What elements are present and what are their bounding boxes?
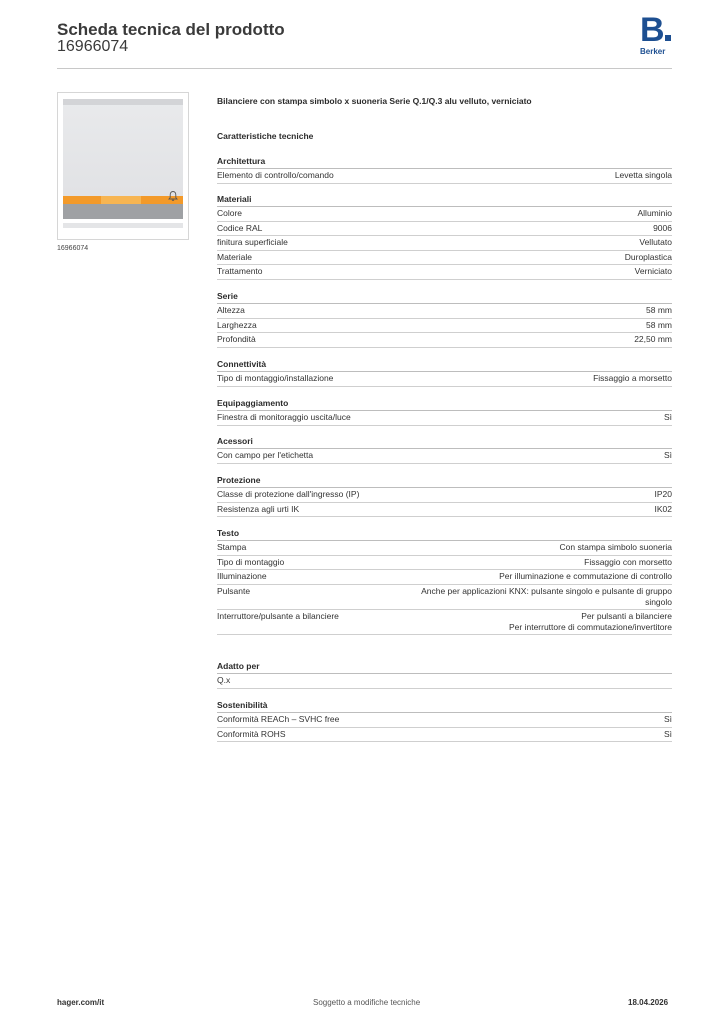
spec-value-line: Per interruttore di commutazione/invertitore	[509, 621, 672, 632]
spec-row	[217, 223, 672, 237]
section-divider	[217, 540, 672, 541]
header-divider	[57, 68, 672, 69]
spec-row	[217, 266, 672, 280]
spec-value	[655, 504, 673, 517]
spec-row	[217, 571, 672, 585]
plate-shadow	[63, 223, 183, 228]
spec-row	[217, 729, 672, 743]
section-title: Sostenibilità	[217, 700, 268, 710]
spec-label: Conformità REACh – SVHC free	[217, 714, 340, 724]
spec-value-line: Anche per applicazioni KNX: pulsante singolo e pulsante di gruppo	[421, 585, 672, 596]
spec-row	[217, 504, 672, 518]
image-caption: 16966074	[57, 245, 89, 252]
spec-label: Q.x	[217, 675, 231, 685]
spec-value-line: Levetta singola	[614, 170, 672, 180]
spec-row	[217, 542, 672, 556]
spec-value-line: 58 mm	[646, 319, 672, 330]
spec-label: Illuminazione	[217, 571, 267, 581]
spec-label: Finestra di monitoraggio uscita/luce	[217, 412, 351, 422]
spec-row	[217, 252, 672, 266]
spec-value	[664, 450, 672, 463]
spec-value-line: Fissaggio a morsetto	[593, 373, 672, 383]
spec-value-line: Verniciato	[634, 266, 672, 276]
spec-value	[615, 170, 672, 183]
spec-value	[509, 611, 672, 634]
spec-label: Larghezza	[217, 319, 257, 330]
footer-disclaimer: Soggetto a modifiche tecniche	[313, 998, 421, 1007]
plate-lower-band	[63, 204, 183, 219]
spec-label: Colore	[217, 208, 243, 218]
section-divider	[217, 487, 672, 488]
logo-letter: B	[640, 11, 664, 49]
spec-value	[646, 320, 672, 333]
spec-label: Materiale	[217, 251, 252, 262]
spec-row	[217, 334, 672, 348]
spec-value	[634, 334, 672, 347]
product-code: 16966074	[57, 38, 129, 55]
spec-label: Elemento di controllo/comando	[217, 170, 334, 180]
spec-label: Codice RAL	[217, 222, 263, 233]
section-divider	[217, 712, 672, 713]
section-title: Protezione	[217, 475, 261, 485]
section-title: Architettura	[217, 156, 266, 166]
section-divider	[217, 371, 672, 372]
spec-value-line: Per pulsanti a bilanciere	[581, 610, 672, 621]
spec-value-line: IK02	[654, 503, 672, 514]
spec-row	[217, 237, 672, 251]
berker-logo	[640, 11, 674, 56]
section-divider	[217, 410, 672, 411]
spec-row	[217, 714, 672, 728]
spec-label: Stampa	[217, 542, 247, 552]
spec-value-line: IP20	[654, 489, 672, 499]
spec-value	[593, 373, 672, 386]
footer-website: hager.com/it	[57, 998, 105, 1007]
spec-value-line: Vellutato	[639, 237, 672, 247]
spec-value	[560, 542, 672, 555]
spec-value	[584, 557, 672, 570]
spec-label: Profondità	[217, 334, 256, 344]
spec-label: Tipo di montaggio	[217, 556, 285, 567]
spec-row	[217, 320, 672, 334]
footer-date: 18.04.2026	[628, 998, 669, 1007]
spec-row	[217, 412, 672, 426]
section-title: Acessori	[217, 436, 253, 446]
spec-row	[217, 450, 672, 464]
bell-icon	[167, 190, 179, 202]
spec-label: Resistenza agli urti IK	[217, 503, 300, 514]
spec-value-line: Con stampa simbolo suoneria	[559, 542, 672, 552]
section-title: Adatto per	[217, 661, 260, 671]
spec-value-line: Sì	[663, 450, 672, 460]
section-divider	[217, 448, 672, 449]
spec-label: finitura superficiale	[217, 237, 288, 247]
spec-label: Classe di protezione dall'ingresso (IP)	[217, 489, 360, 499]
spec-value	[664, 729, 672, 742]
spec-value-line: Per illuminazione e commutazione di controllo	[499, 571, 672, 581]
spec-value	[625, 252, 672, 265]
section-divider	[217, 206, 672, 207]
spec-value	[655, 489, 673, 502]
spec-value-line: Fissaggio con morsetto	[584, 556, 672, 567]
spec-value-line: 22,50 mm	[634, 334, 672, 344]
spec-label: Interruttore/pulsante a bilanciere	[217, 610, 339, 621]
section-title: Materiali	[217, 194, 252, 204]
section-title: Connettività	[217, 359, 267, 369]
spec-value	[639, 237, 672, 250]
spec-row	[217, 557, 672, 571]
section-title: Testo	[217, 528, 240, 538]
spec-label: Tipo di montaggio/installazione	[217, 373, 334, 383]
plate-top-edge	[63, 99, 183, 105]
spec-value	[664, 412, 672, 425]
spec-row	[217, 373, 672, 387]
section-divider	[217, 168, 672, 169]
spec-row	[217, 208, 672, 222]
spec-value	[421, 586, 672, 609]
section-divider	[217, 673, 672, 674]
spec-value-line: Duroplastica	[624, 251, 672, 262]
section-title: Serie	[217, 291, 238, 301]
spec-value	[646, 305, 672, 318]
spec-value-line: Sì	[663, 412, 672, 422]
spec-label: Con campo per l'etichetta	[217, 450, 314, 460]
spec-value	[638, 208, 673, 221]
spec-value-line: 58 mm	[646, 305, 672, 315]
spec-value-line: Alluminio	[637, 208, 672, 218]
section-title: Equipaggiamento	[217, 398, 289, 408]
spec-value-line: Sì	[663, 728, 672, 739]
spec-value-line: 9006	[653, 222, 672, 233]
spec-label: Conformità ROHS	[217, 728, 286, 739]
spec-label: Trattamento	[217, 266, 263, 276]
spec-label: Pulsante	[217, 585, 251, 596]
spec-value	[635, 266, 672, 279]
spec-value-line: singolo	[645, 596, 672, 607]
spec-heading: Caratteristiche tecniche	[217, 131, 314, 141]
spec-row	[217, 611, 672, 635]
orange-light-strip	[63, 196, 183, 204]
spec-value	[499, 571, 672, 584]
page-title: Scheda tecnica del prodotto	[57, 20, 285, 39]
logo-text: Berker	[640, 47, 666, 56]
spec-row	[217, 586, 672, 610]
spec-label: Altezza	[217, 305, 245, 315]
section-divider	[217, 303, 672, 304]
spec-value-line: Sì	[663, 714, 672, 724]
logo-dot	[665, 35, 671, 41]
spec-row	[217, 170, 672, 184]
rocker-plate	[63, 99, 183, 219]
spec-value	[664, 714, 672, 727]
spec-row	[217, 675, 672, 689]
product-image	[57, 92, 189, 240]
spec-row	[217, 489, 672, 503]
product-title: Bilanciere con stampa simbolo x suoneria Serie Q.1/Q.3 alu velluto, verniciato	[217, 96, 532, 106]
spec-row	[217, 305, 672, 319]
spec-value	[653, 223, 672, 236]
